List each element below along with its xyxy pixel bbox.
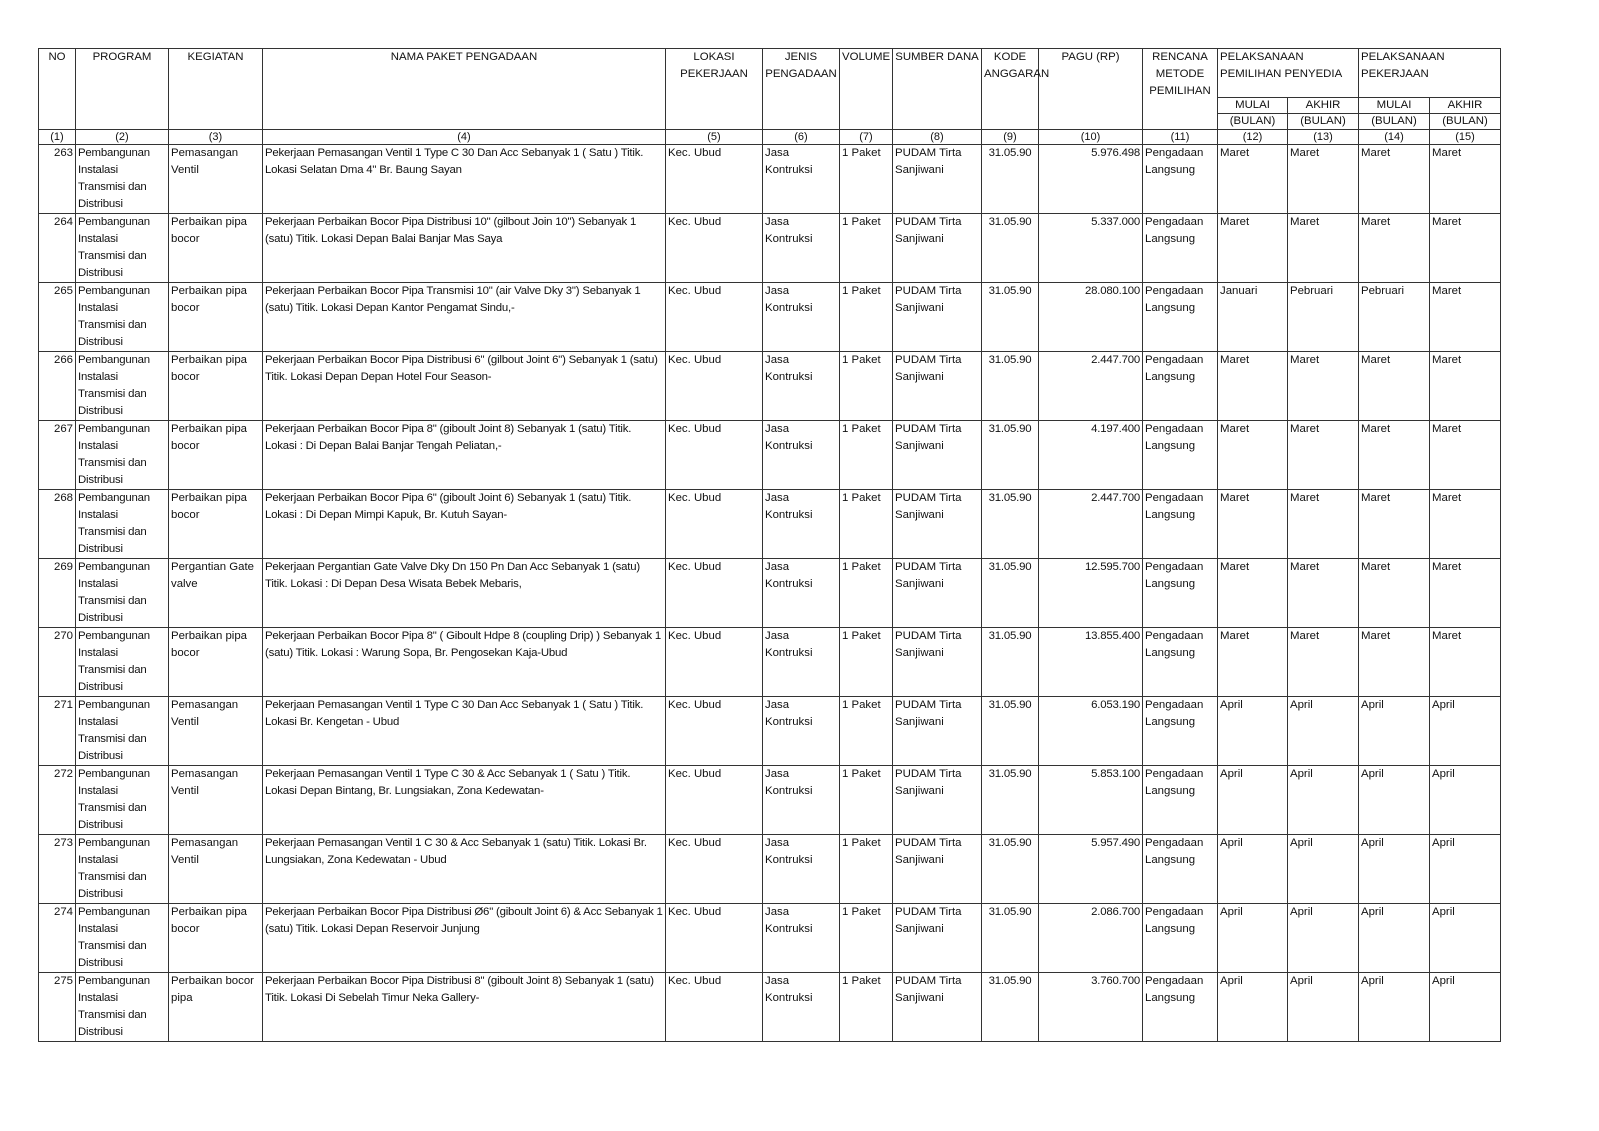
column-number: (8) (893, 130, 982, 145)
cell-pemilihan-akhir: April (1288, 973, 1359, 1042)
cell-metode: Pengadaan Langsung (1143, 283, 1218, 352)
cell-jenis: Jasa Kontruksi (763, 490, 840, 559)
cell-metode: Pengadaan Langsung (1143, 766, 1218, 835)
cell-metode: Pengadaan Langsung (1143, 352, 1218, 421)
cell-no: 270 (39, 628, 76, 697)
column-number: (3) (169, 130, 263, 145)
cell-pemilihan-akhir: April (1288, 697, 1359, 766)
cell-pemilihan-akhir: April (1288, 835, 1359, 904)
cell-pagu: 2.447.700 (1039, 352, 1143, 421)
column-number: (4) (263, 130, 666, 145)
cell-pemilihan-mulai: April (1218, 973, 1288, 1042)
cell-pekerjaan-mulai: Maret (1359, 214, 1430, 283)
cell-jenis: Jasa Kontruksi (763, 697, 840, 766)
cell-kegiatan: Perbaikan pipa bocor (169, 628, 263, 697)
cell-pekerjaan-akhir: April (1430, 835, 1501, 904)
cell-kode-anggaran: 31.05.90 (982, 904, 1039, 973)
column-number: (12) (1218, 130, 1288, 145)
cell-lokasi: Kec. Ubud (666, 283, 763, 352)
cell-nama-paket: Pekerjaan Perbaikan Bocor Pipa Distribusi 6" (gilbout Joint 6") Sebanyak 1 (satu) Titik. Lokasi Depan Depan Hotel Four Season- (263, 352, 666, 421)
column-number: (2) (76, 130, 169, 145)
cell-volume: 1 Paket (840, 352, 893, 421)
cell-pekerjaan-akhir: Maret (1430, 214, 1501, 283)
cell-lokasi: Kec. Ubud (666, 352, 763, 421)
cell-jenis: Jasa Kontruksi (763, 421, 840, 490)
cell-jenis: Jasa Kontruksi (763, 973, 840, 1042)
cell-sumber-dana: PUDAM Tirta Sanjiwani (893, 145, 982, 214)
cell-pemilihan-akhir: Maret (1288, 145, 1359, 214)
cell-lokasi: Kec. Ubud (666, 973, 763, 1042)
cell-pemilihan-mulai: Maret (1218, 559, 1288, 628)
table-row (39, 697, 1501, 766)
cell-pagu: 2.086.700 (1039, 904, 1143, 973)
cell-kode-anggaran: 31.05.90 (982, 835, 1039, 904)
cell-pemilihan-akhir: April (1288, 766, 1359, 835)
cell-sumber-dana: PUDAM Tirta Sanjiwani (893, 421, 982, 490)
cell-sumber-dana: PUDAM Tirta Sanjiwani (893, 214, 982, 283)
cell-sumber-dana: PUDAM Tirta Sanjiwani (893, 904, 982, 973)
column-number: (9) (982, 130, 1039, 145)
cell-sumber-dana: PUDAM Tirta Sanjiwani (893, 283, 982, 352)
cell-kegiatan: Perbaikan pipa bocor (169, 214, 263, 283)
header-bulan: (BULAN) (1359, 114, 1430, 130)
cell-metode: Pengadaan Langsung (1143, 904, 1218, 973)
cell-metode: Pengadaan Langsung (1143, 421, 1218, 490)
cell-pekerjaan-akhir: April (1430, 904, 1501, 973)
cell-kode-anggaran: 31.05.90 (982, 352, 1039, 421)
cell-volume: 1 Paket (840, 766, 893, 835)
cell-lokasi: Kec. Ubud (666, 214, 763, 283)
column-number: (14) (1359, 130, 1430, 145)
cell-jenis: Jasa Kontruksi (763, 283, 840, 352)
header-bulan: (BULAN) (1430, 114, 1501, 130)
cell-nama-paket: Pekerjaan Pemasangan Ventil 1 C 30 & Acc Sebanyak 1 (satu) Titik. Lokasi Br. Lungsiakan, Zona Kedewatan - Ubud (263, 835, 666, 904)
cell-sumber-dana: PUDAM Tirta Sanjiwani (893, 490, 982, 559)
cell-kode-anggaran: 31.05.90 (982, 766, 1039, 835)
cell-jenis: Jasa Kontruksi (763, 904, 840, 973)
column-number: (10) (1039, 130, 1143, 145)
cell-pekerjaan-mulai: April (1359, 697, 1430, 766)
table-row (39, 835, 1501, 904)
cell-kegiatan: Perbaikan bocor pipa (169, 973, 263, 1042)
cell-program: Pembangunan Instalasi Transmisi dan Distribusi (76, 973, 169, 1042)
cell-pekerjaan-mulai: Pebruari (1359, 283, 1430, 352)
header-pekerjaan-mulai: MULAI (1359, 98, 1430, 114)
cell-pemilihan-akhir: Maret (1288, 352, 1359, 421)
cell-kegiatan: Pemasangan Ventil (169, 835, 263, 904)
cell-sumber-dana: PUDAM Tirta Sanjiwani (893, 766, 982, 835)
cell-program: Pembangunan Instalasi Transmisi dan Distribusi (76, 697, 169, 766)
header-kode-anggaran: KODE ANGGARAN (982, 49, 1039, 130)
cell-lokasi: Kec. Ubud (666, 421, 763, 490)
column-number: (5) (666, 130, 763, 145)
table-row (39, 559, 1501, 628)
header-lokasi: LOKASI PEKERJAAN (666, 49, 763, 130)
header-pagu: PAGU (RP) (1039, 49, 1143, 130)
header-rencana-metode: RENCANA METODE PEMILIHAN (1143, 49, 1218, 130)
cell-no: 272 (39, 766, 76, 835)
column-number-row (39, 130, 1501, 145)
cell-pemilihan-mulai: April (1218, 766, 1288, 835)
cell-kegiatan: Perbaikan pipa bocor (169, 904, 263, 973)
cell-no: 266 (39, 352, 76, 421)
cell-nama-paket: Pekerjaan Pergantian Gate Valve Dky Dn 150 Pn Dan Acc Sebanyak 1 (satu) Titik. Lokasi : Di Depan Desa Wisata Bebek Mebaris, (263, 559, 666, 628)
cell-pagu: 5.976.498 (1039, 145, 1143, 214)
cell-pagu: 3.760.700 (1039, 973, 1143, 1042)
cell-jenis: Jasa Kontruksi (763, 352, 840, 421)
cell-kegiatan: Pemasangan Ventil (169, 766, 263, 835)
cell-pekerjaan-akhir: Maret (1430, 352, 1501, 421)
cell-pekerjaan-akhir: April (1430, 697, 1501, 766)
table-row (39, 973, 1501, 1042)
cell-no: 264 (39, 214, 76, 283)
header-kegiatan: KEGIATAN (169, 49, 263, 130)
cell-pemilihan-mulai: Maret (1218, 628, 1288, 697)
cell-metode: Pengadaan Langsung (1143, 490, 1218, 559)
cell-volume: 1 Paket (840, 559, 893, 628)
cell-nama-paket: Pekerjaan Perbaikan Bocor Pipa Distribusi 10" (gilbout Join 10") Sebanyak 1 (satu) Titik. Lokasi Depan Balai Banjar Mas Saya (263, 214, 666, 283)
cell-metode: Pengadaan Langsung (1143, 697, 1218, 766)
cell-pemilihan-mulai: Maret (1218, 490, 1288, 559)
cell-kegiatan: Perbaikan pipa bocor (169, 490, 263, 559)
cell-pagu: 5.957.490 (1039, 835, 1143, 904)
header-pelaksanaan-pemilihan: PELAKSANAAN PEMILIHAN PENYEDIA (1218, 49, 1359, 98)
cell-program: Pembangunan Instalasi Transmisi dan Distribusi (76, 835, 169, 904)
cell-pekerjaan-akhir: Maret (1430, 145, 1501, 214)
cell-program: Pembangunan Instalasi Transmisi dan Distribusi (76, 559, 169, 628)
header-pemilihan-mulai: MULAI (1218, 98, 1288, 114)
cell-pekerjaan-mulai: April (1359, 973, 1430, 1042)
cell-no: 273 (39, 835, 76, 904)
cell-program: Pembangunan Instalasi Transmisi dan Distribusi (76, 490, 169, 559)
cell-nama-paket: Pekerjaan Perbaikan Bocor Pipa Distribusi 8" (giboult Joint 8) Sebanyak 1 (satu) Titik. Lokasi Di Sebelah Timur Neka Gallery- (263, 973, 666, 1042)
cell-nama-paket: Pekerjaan Perbaikan Bocor Pipa Transmisi 10" (air Valve Dky 3") Sebanyak 1 (satu) Titik. Lokasi Depan Kantor Pengamat Sindu,- (263, 283, 666, 352)
procurement-table (38, 48, 1501, 1042)
cell-no: 263 (39, 145, 76, 214)
cell-pemilihan-akhir: April (1288, 904, 1359, 973)
cell-metode: Pengadaan Langsung (1143, 214, 1218, 283)
cell-pemilihan-akhir: Maret (1288, 214, 1359, 283)
cell-pekerjaan-mulai: April (1359, 835, 1430, 904)
cell-pagu: 6.053.190 (1039, 697, 1143, 766)
cell-sumber-dana: PUDAM Tirta Sanjiwani (893, 835, 982, 904)
cell-pemilihan-mulai: Maret (1218, 214, 1288, 283)
cell-program: Pembangunan Instalasi Transmisi dan Distribusi (76, 352, 169, 421)
cell-pekerjaan-akhir: Maret (1430, 628, 1501, 697)
cell-lokasi: Kec. Ubud (666, 697, 763, 766)
column-number: (15) (1430, 130, 1501, 145)
cell-lokasi: Kec. Ubud (666, 490, 763, 559)
cell-program: Pembangunan Instalasi Transmisi dan Distribusi (76, 283, 169, 352)
cell-pemilihan-mulai: April (1218, 697, 1288, 766)
header-bulan: (BULAN) (1218, 114, 1288, 130)
cell-pekerjaan-akhir: Maret (1430, 490, 1501, 559)
header-bulan: (BULAN) (1288, 114, 1359, 130)
column-number: (7) (840, 130, 893, 145)
cell-pekerjaan-mulai: Maret (1359, 490, 1430, 559)
cell-metode: Pengadaan Langsung (1143, 835, 1218, 904)
cell-kode-anggaran: 31.05.90 (982, 490, 1039, 559)
cell-pemilihan-akhir: Maret (1288, 490, 1359, 559)
cell-pekerjaan-akhir: Maret (1430, 283, 1501, 352)
header-pelaksanaan-pekerjaan: PELAKSANAAN PEKERJAAN (1359, 49, 1501, 98)
header-nama-paket: NAMA PAKET PENGADAAN (263, 49, 666, 130)
cell-nama-paket: Pekerjaan Pemasangan Ventil 1 Type C 30 Dan Acc Sebanyak 1 ( Satu ) Titik. Lokasi Selatan Dma 4" Br. Baung Sayan (263, 145, 666, 214)
cell-metode: Pengadaan Langsung (1143, 973, 1218, 1042)
table-row (39, 145, 1501, 214)
cell-pekerjaan-mulai: April (1359, 766, 1430, 835)
cell-pemilihan-akhir: Maret (1288, 559, 1359, 628)
cell-kode-anggaran: 31.05.90 (982, 145, 1039, 214)
cell-kode-anggaran: 31.05.90 (982, 973, 1039, 1042)
header-volume: VOLUME (840, 49, 893, 130)
cell-kode-anggaran: 31.05.90 (982, 421, 1039, 490)
cell-sumber-dana: PUDAM Tirta Sanjiwani (893, 628, 982, 697)
cell-program: Pembangunan Instalasi Transmisi dan Distribusi (76, 145, 169, 214)
header-sumber-dana: SUMBER DANA (893, 49, 982, 130)
cell-pagu: 13.855.400 (1039, 628, 1143, 697)
cell-pemilihan-mulai: April (1218, 835, 1288, 904)
header-jenis: JENIS PENGADAAN (763, 49, 840, 130)
cell-volume: 1 Paket (840, 697, 893, 766)
table-row (39, 214, 1501, 283)
cell-pekerjaan-akhir: Maret (1430, 559, 1501, 628)
column-number: (13) (1288, 130, 1359, 145)
cell-sumber-dana: PUDAM Tirta Sanjiwani (893, 352, 982, 421)
table-row (39, 628, 1501, 697)
cell-pekerjaan-mulai: Maret (1359, 352, 1430, 421)
header-program: PROGRAM (76, 49, 169, 130)
cell-pemilihan-akhir: Pebruari (1288, 283, 1359, 352)
cell-sumber-dana: PUDAM Tirta Sanjiwani (893, 973, 982, 1042)
cell-program: Pembangunan Instalasi Transmisi dan Distribusi (76, 214, 169, 283)
cell-sumber-dana: PUDAM Tirta Sanjiwani (893, 559, 982, 628)
cell-no: 271 (39, 697, 76, 766)
cell-no: 268 (39, 490, 76, 559)
cell-pemilihan-akhir: Maret (1288, 628, 1359, 697)
cell-jenis: Jasa Kontruksi (763, 214, 840, 283)
cell-kegiatan: Perbaikan pipa bocor (169, 283, 263, 352)
cell-lokasi: Kec. Ubud (666, 766, 763, 835)
column-number: (11) (1143, 130, 1218, 145)
cell-program: Pembangunan Instalasi Transmisi dan Distribusi (76, 628, 169, 697)
cell-no: 269 (39, 559, 76, 628)
table-row (39, 766, 1501, 835)
cell-volume: 1 Paket (840, 490, 893, 559)
cell-pekerjaan-mulai: Maret (1359, 559, 1430, 628)
cell-pekerjaan-mulai: April (1359, 904, 1430, 973)
column-number: (1) (39, 130, 76, 145)
cell-lokasi: Kec. Ubud (666, 835, 763, 904)
cell-nama-paket: Pekerjaan Perbaikan Bocor Pipa Distribusi Ø6" (giboult Joint 6) & Acc Sebanyak 1 (satu) Titik. Lokasi Depan Reservoir Junjung (263, 904, 666, 973)
cell-kegiatan: Perbaikan pipa bocor (169, 421, 263, 490)
cell-no: 275 (39, 973, 76, 1042)
cell-kegiatan: Pemasangan Ventil (169, 145, 263, 214)
cell-pekerjaan-mulai: Maret (1359, 145, 1430, 214)
table-row (39, 421, 1501, 490)
cell-pagu: 5.337.000 (1039, 214, 1143, 283)
cell-nama-paket: Pekerjaan Perbaikan Bocor Pipa 8" ( Giboult Hdpe 8 (coupling Drip) ) Sebanyak 1 (satu) Titik. Lokasi : Warung Sopa, Br. Pengosekan Kaja-Ubud (263, 628, 666, 697)
cell-nama-paket: Pekerjaan Perbaikan Bocor Pipa 6" (giboult Joint 6) Sebanyak 1 (satu) Titik. Lokasi : Di Depan Mimpi Kapuk, Br. Kutuh Sayan- (263, 490, 666, 559)
cell-pagu: 4.197.400 (1039, 421, 1143, 490)
cell-no: 267 (39, 421, 76, 490)
cell-lokasi: Kec. Ubud (666, 904, 763, 973)
cell-sumber-dana: PUDAM Tirta Sanjiwani (893, 697, 982, 766)
cell-pagu: 5.853.100 (1039, 766, 1143, 835)
cell-volume: 1 Paket (840, 973, 893, 1042)
cell-kegiatan: Pergantian Gate valve (169, 559, 263, 628)
cell-kode-anggaran: 31.05.90 (982, 559, 1039, 628)
cell-kode-anggaran: 31.05.90 (982, 628, 1039, 697)
header-pekerjaan-akhir: AKHIR (1430, 98, 1501, 114)
cell-volume: 1 Paket (840, 283, 893, 352)
cell-pekerjaan-akhir: April (1430, 973, 1501, 1042)
cell-program: Pembangunan Instalasi Transmisi dan Distribusi (76, 766, 169, 835)
cell-kode-anggaran: 31.05.90 (982, 697, 1039, 766)
cell-pekerjaan-akhir: April (1430, 766, 1501, 835)
cell-pemilihan-mulai: Maret (1218, 421, 1288, 490)
cell-nama-paket: Pekerjaan Pemasangan Ventil 1 Type C 30 Dan Acc Sebanyak 1 ( Satu ) Titik. Lokasi Br. Kengetan - Ubud (263, 697, 666, 766)
header-pemilihan-akhir: AKHIR (1288, 98, 1359, 114)
cell-jenis: Jasa Kontruksi (763, 628, 840, 697)
cell-jenis: Jasa Kontruksi (763, 559, 840, 628)
table-header (39, 49, 1501, 145)
cell-nama-paket: Pekerjaan Perbaikan Bocor Pipa 8" (giboult Joint 8) Sebanyak 1 (satu) Titik. Lokasi : Di Depan Balai Banjar Tengah Peliatan,- (263, 421, 666, 490)
table-body (39, 145, 1501, 1042)
cell-pekerjaan-mulai: Maret (1359, 628, 1430, 697)
cell-lokasi: Kec. Ubud (666, 145, 763, 214)
cell-volume: 1 Paket (840, 214, 893, 283)
cell-nama-paket: Pekerjaan Pemasangan Ventil 1 Type C 30 & Acc Sebanyak 1 ( Satu ) Titik. Lokasi Depan Bintang, Br. Lungsiakan, Zona Kedewatan- (263, 766, 666, 835)
cell-kegiatan: Perbaikan pipa bocor (169, 352, 263, 421)
cell-pemilihan-akhir: Maret (1288, 421, 1359, 490)
cell-program: Pembangunan Instalasi Transmisi dan Distribusi (76, 421, 169, 490)
header-no: NO (39, 49, 76, 130)
cell-pagu: 12.595.700 (1039, 559, 1143, 628)
table-row (39, 490, 1501, 559)
cell-volume: 1 Paket (840, 145, 893, 214)
cell-pagu: 2.447.700 (1039, 490, 1143, 559)
cell-pemilihan-mulai: Maret (1218, 352, 1288, 421)
cell-pekerjaan-mulai: Maret (1359, 421, 1430, 490)
table-row (39, 352, 1501, 421)
cell-no: 265 (39, 283, 76, 352)
cell-lokasi: Kec. Ubud (666, 559, 763, 628)
cell-volume: 1 Paket (840, 628, 893, 697)
cell-kegiatan: Pemasangan Ventil (169, 697, 263, 766)
cell-pemilihan-mulai: April (1218, 904, 1288, 973)
cell-lokasi: Kec. Ubud (666, 628, 763, 697)
cell-pagu: 28.080.100 (1039, 283, 1143, 352)
cell-volume: 1 Paket (840, 835, 893, 904)
cell-jenis: Jasa Kontruksi (763, 766, 840, 835)
cell-no: 274 (39, 904, 76, 973)
table-row (39, 283, 1501, 352)
cell-pekerjaan-akhir: Maret (1430, 421, 1501, 490)
cell-metode: Pengadaan Langsung (1143, 145, 1218, 214)
cell-kode-anggaran: 31.05.90 (982, 283, 1039, 352)
cell-pemilihan-mulai: Januari (1218, 283, 1288, 352)
cell-metode: Pengadaan Langsung (1143, 628, 1218, 697)
column-number: (6) (763, 130, 840, 145)
cell-jenis: Jasa Kontruksi (763, 835, 840, 904)
cell-jenis: Jasa Kontruksi (763, 145, 840, 214)
table-row (39, 904, 1501, 973)
cell-kode-anggaran: 31.05.90 (982, 214, 1039, 283)
cell-pemilihan-mulai: Maret (1218, 145, 1288, 214)
cell-volume: 1 Paket (840, 421, 893, 490)
cell-volume: 1 Paket (840, 904, 893, 973)
cell-metode: Pengadaan Langsung (1143, 559, 1218, 628)
cell-program: Pembangunan Instalasi Transmisi dan Distribusi (76, 904, 169, 973)
